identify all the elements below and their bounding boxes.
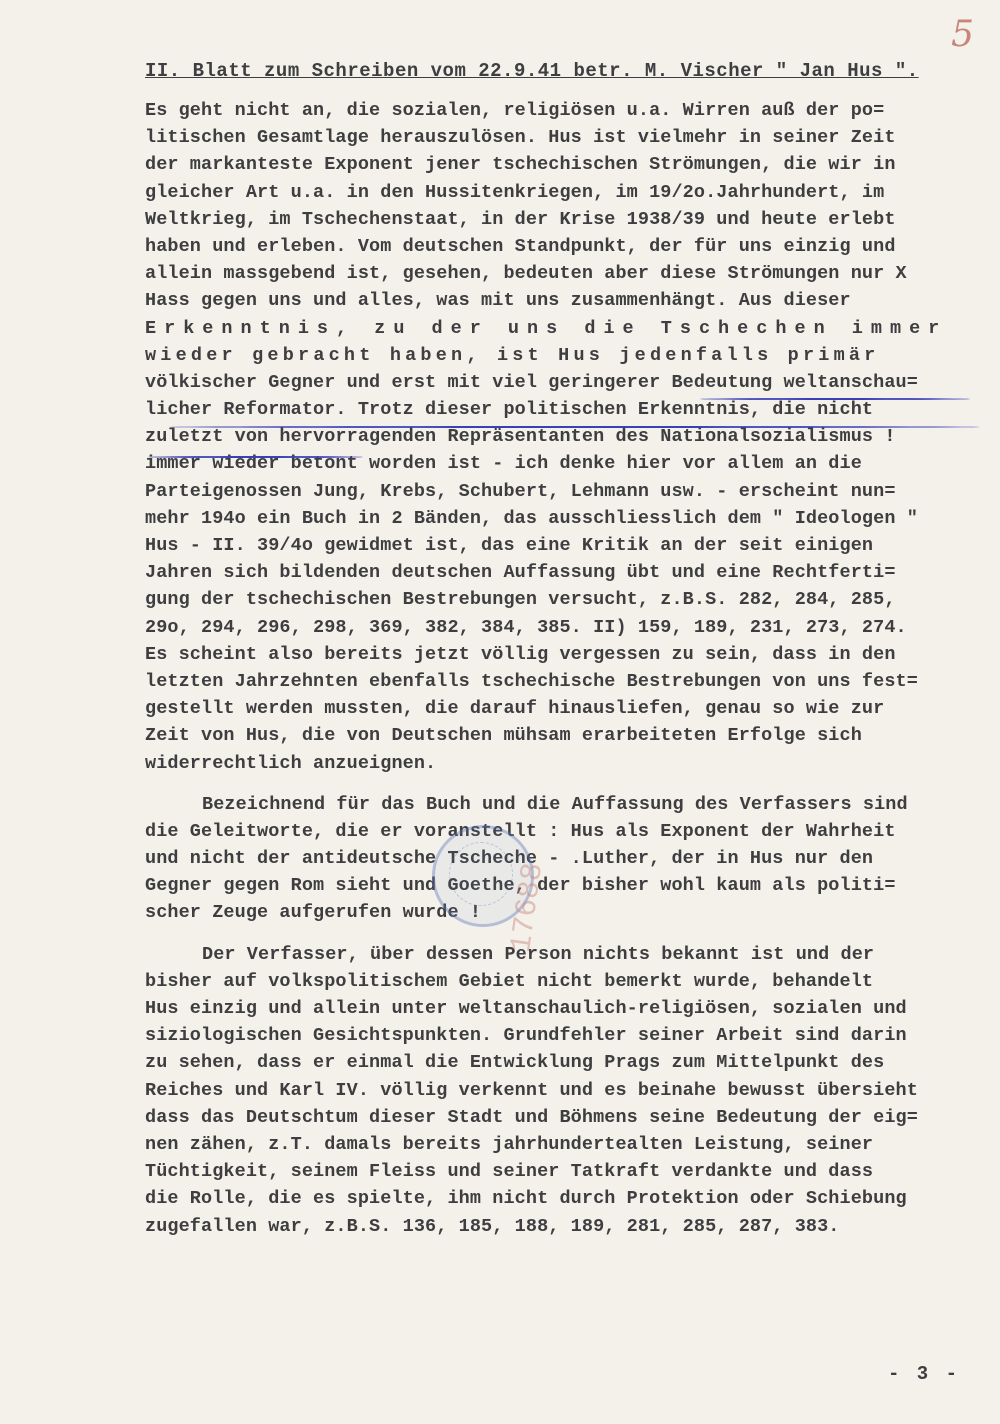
text-line: 29o, 294, 296, 298, 369, 382, 384, 385. II) 159, 189, 231, 273, 274. [145, 616, 907, 638]
text-line: licher Reformator. Trotz dieser politischen Erkenntnis, die nicht [145, 399, 874, 421]
pencil-underline [170, 426, 980, 428]
text-line: Bezeichnend für das Buch und die Auffassung des Verfassers sind [202, 793, 908, 815]
document-body [145, 97, 975, 1240]
text-line: Es geht nicht an, die sozialen, religiösen u.a. Wirren auß der po= [145, 100, 885, 121]
pencil-underline [700, 398, 970, 400]
text-line: gung der tschechischen Bestrebungen versucht, z.B.S. 282, 284, 285, [145, 589, 896, 611]
document-heading: II. Blatt zum Schreiben vom 22.9.41 betr. M. Vischer " Jan Hus ". [145, 60, 919, 82]
text-line: Zeit von Hus, die von Deutschen mühsam erarbeiteten Erfolge sich [145, 725, 862, 747]
text-line: allein massgebend ist, gesehen, bedeuten aber diese Strömungen nur X [145, 263, 907, 285]
text-line: widerrechtlich anzueignen. [145, 752, 437, 774]
text-line: bisher auf volkspolitischem Gebiet nicht bemerkt wurde, behandelt [145, 970, 874, 992]
text-line: Parteigenossen Jung, Krebs, Schubert, Lehmann usw. - erscheint nun= [145, 480, 896, 502]
text-line: Tüchtigkeit, seinem Fleiss und seiner Tatkraft verdankte und dass [145, 1161, 874, 1183]
text-line: zuletzt von hervorragenden Repräsentanten des Nationalsozialismus ! [145, 426, 896, 448]
text-line: Der Verfasser, über dessen Person nichts bekannt ist und der [202, 943, 875, 965]
pencil-underline [148, 456, 363, 458]
text-line: Hus einzig und allein unter weltanschaulich-religiösen, sozialen und [145, 998, 907, 1019]
text-line: Jahren sich bildenden deutschen Auffassung übt und eine Rechtferti= [145, 562, 896, 584]
text-line: die Geleitworte, die er voranstellt : Hus als Exponent der Wahrheit [145, 820, 896, 842]
text-line: mehr 194o ein Buch in 2 Bänden, das ausschliesslich dem " Ideologen " [145, 507, 918, 529]
text-line: die Rolle, die es spielte, ihm nicht durch Protektion oder Schiebung [145, 1188, 907, 1210]
text-line: Reiches und Karl IV. völlig verkennt und es beinahe bewusst übersieht [145, 1079, 918, 1101]
text-line: zu sehen, dass er einmal die Entwicklung Prags zum Mittelpunkt des [145, 1052, 885, 1074]
text-line: scher Zeuge aufgerufen wurde ! [145, 902, 482, 924]
text-line: haben und erleben. Vom deutschen Standpunkt, der für uns einzig und [145, 235, 896, 257]
text-line-spaced: wieder gebracht haben, ist Hus jedenfalls primär [145, 344, 880, 366]
text-line: Hus - II. 39/4o gewidmet ist, das eine Kritik an der seit einigen [145, 535, 874, 556]
text-line: nen zähen, z.T. damals bereits jahrhundertealten Leistung, seiner [145, 1133, 874, 1155]
page-number: - 3 - [888, 1363, 961, 1385]
text-line: letzten Jahrzehnten ebenfalls tschechische Bestrebungen von uns fest= [145, 670, 918, 692]
text-line: völkischer Gegner und erst mit viel geringerer Bedeutung weltanschau= [145, 371, 918, 393]
text-line: Hass gegen uns und alles, was mit uns zusammenhängt. Aus dieser [145, 290, 851, 312]
handwritten-page-mark: 5 [951, 14, 974, 55]
text-line: siziologischen Gesichtspunkten. Grundfehler seiner Arbeit sind darin [145, 1025, 907, 1047]
text-line: Gegner gegen Rom sieht und Goethe, der bisher wohl kaum als politi= [145, 875, 896, 897]
stamp-number: 17688 [505, 860, 552, 955]
text-line: zugefallen war, z.B.S. 136, 185, 188, 189, 281, 285, 287, 383. [145, 1215, 840, 1237]
text-line: und nicht der antideutsche Tscheche - .Luther, der in Hus nur den [145, 848, 874, 870]
text-line: dass das Deutschtum dieser Stadt und Böhmens seine Bedeutung der eig= [145, 1106, 918, 1128]
text-line: gleicher Art u.a. in den Hussitenkriegen, im 19/2o.Jahrhundert, im [145, 181, 885, 203]
text-line: litischen Gesamtlage herauszulösen. Hus ist vielmehr in seiner Zeit [145, 127, 896, 149]
text-line: der markanteste Exponent jener tschechischen Strömungen, die wir in [145, 154, 896, 176]
text-line-spaced: Erkenntnis, zu der uns die Tschechen immer [145, 317, 948, 339]
text-line: Weltkrieg, im Tschechenstaat, in der Krise 1938/39 und heute erlebt [145, 208, 896, 230]
text-line: Es scheint also bereits jetzt völlig vergessen zu sein, dass in den [145, 643, 896, 665]
text-line: gestellt werden mussten, die darauf hinausliefen, genau so wie zur [145, 698, 885, 720]
text-line: immer wieder betont worden ist - ich denke hier vor allem an die [145, 453, 862, 475]
